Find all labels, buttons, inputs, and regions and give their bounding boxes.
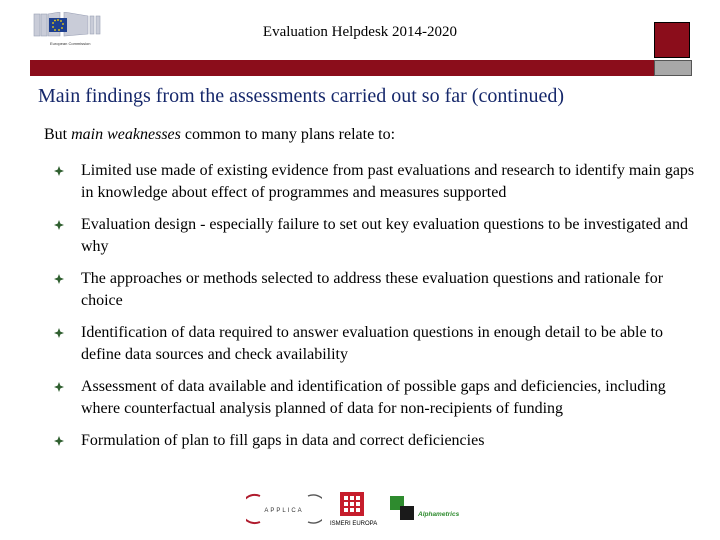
slide-title: Main findings from the assessments carried out so far (continued) <box>38 85 564 107</box>
alphametrics-caption: Alphametrics <box>418 511 460 518</box>
list-item <box>54 376 704 420</box>
list-item <box>54 160 704 204</box>
list-item <box>54 322 704 366</box>
diamond-bullet-icon <box>54 382 64 392</box>
bullet-text: The approaches or methods selected to address these evaluation questions and rationale for choice <box>81 270 664 309</box>
header-square-grey <box>654 60 692 76</box>
intro-prefix: But <box>44 126 72 143</box>
diamond-bullet-icon <box>54 166 64 176</box>
intro-suffix: common to many plans relate to: <box>180 126 396 143</box>
list-item <box>54 214 704 258</box>
header-bar <box>30 60 692 76</box>
intro-emphasis: main weaknesses <box>71 126 181 143</box>
bullet-list <box>54 160 704 462</box>
list-item <box>54 430 704 452</box>
applica-caption: APPLICA <box>264 508 304 514</box>
diamond-bullet-icon <box>54 220 64 230</box>
european-commission-caption: European Commission <box>50 41 91 46</box>
applica-logo <box>246 492 322 526</box>
list-item <box>54 268 704 312</box>
bullet-text: Identification of data required to answer evaluation questions in enough detail to be able to define data sources and check availability <box>81 324 664 363</box>
bullet-text: Evaluation design - especially failure to set out key evaluation questions to be investigated and why <box>81 216 688 255</box>
bullet-text: Assessment of data available and identification of possible gaps and deficiencies, including where counterfactual analysis planned of data for non-recipients of funding <box>81 378 666 417</box>
bullet-text: Limited use made of existing evidence from past evaluations and research to identify main gaps in knowledge about effect of programmes and measures supported <box>81 162 695 201</box>
diamond-bullet-icon <box>54 274 64 284</box>
intro-text <box>44 126 395 144</box>
header-square-red <box>654 22 690 58</box>
alphametrics-logo <box>388 494 468 524</box>
diamond-bullet-icon <box>54 328 64 338</box>
bullet-text: Formulation of plan to fill gaps in data and correct deficiencies <box>81 432 485 449</box>
ismeri-caption: ISMERI EUROPA <box>330 521 378 527</box>
ismeri-mark-icon <box>330 490 380 520</box>
ismeri-europa-logo <box>330 490 380 530</box>
header-title: Evaluation Helpdesk 2014-2020 <box>262 24 458 40</box>
diamond-bullet-icon <box>54 436 64 446</box>
